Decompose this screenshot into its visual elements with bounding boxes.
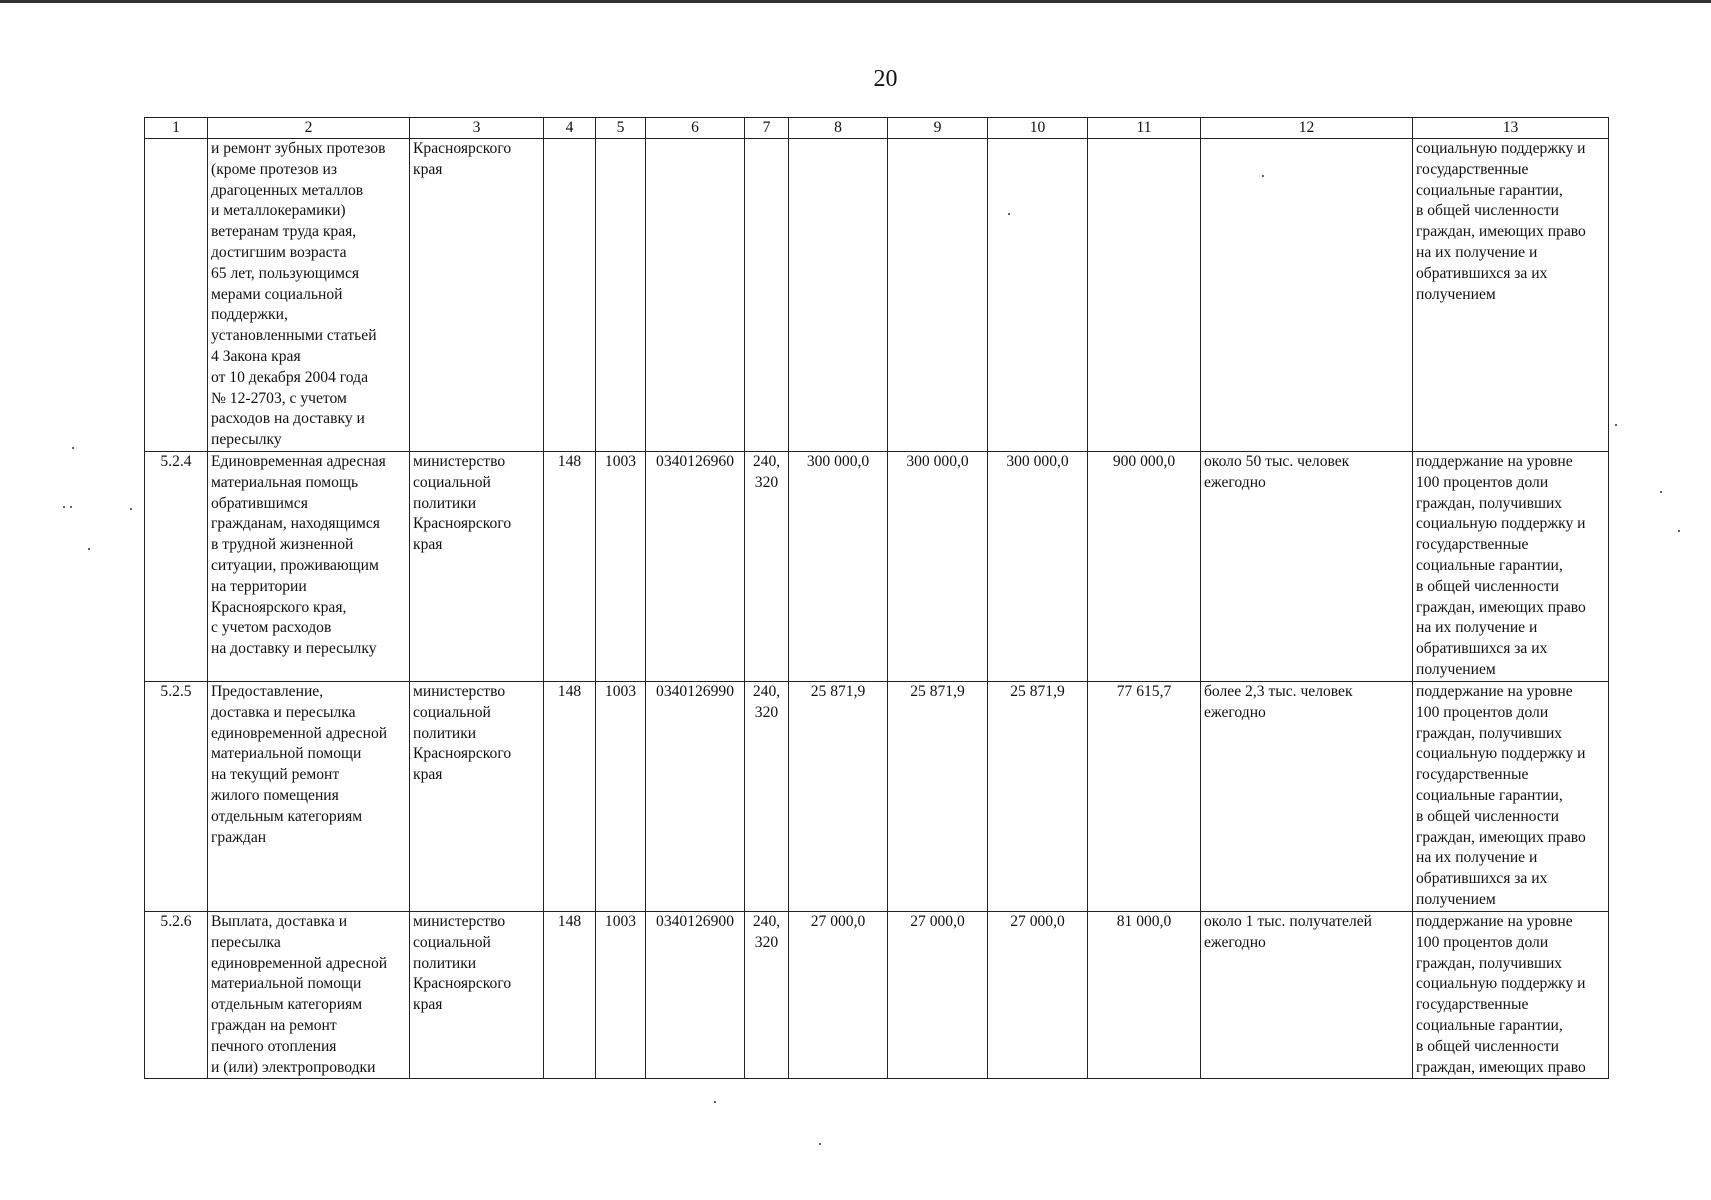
cell-expected-result	[1201, 139, 1413, 452]
cell-expected-result: около 1 тыс. получателей ежегодно	[1201, 912, 1413, 1079]
scan-speck	[63, 506, 65, 508]
cell-responsible-agency: министерство социальной политики Красноярского края	[410, 912, 544, 1079]
column-header: 7	[745, 118, 789, 139]
cell-indicator: поддержание на уровне 100 процентов доли граждан, получивших социальную поддержку и государственные социальные гарантии, в общей численности граждан, имеющих право на их получение и обратившихся за их получением	[1413, 452, 1609, 682]
scan-speck	[72, 447, 74, 449]
column-header: 6	[646, 118, 745, 139]
column-header: 2	[208, 118, 410, 139]
cell-measure-name: и ремонт зубных протезов (кроме протезов из драгоценных металлов и металлокерамики) ветеранам труда края, достигшим возраста 65 лет, пользующимся мерами социальной поддержки, установленными статьей 4 Закона края от 10 декабря 2004 года № 12-2703, с учетом расходов на доставку и пересылку	[208, 139, 410, 452]
cell-amount-year-2: 27 000,0	[888, 912, 988, 1079]
scan-speck	[88, 548, 90, 550]
table-row-5-2-5	[145, 682, 1609, 912]
cell-target-code: 0340126900	[646, 912, 745, 1079]
cell-target-code: 0340126960	[646, 452, 745, 682]
cell-amount-total: 77 615,7	[1088, 682, 1201, 912]
column-header: 5	[596, 118, 646, 139]
cell-amount-year-2: 25 871,9	[888, 682, 988, 912]
cell-section-code	[596, 139, 646, 452]
cell-item-number: 5.2.5	[145, 682, 208, 912]
cell-responsible-agency: министерство социальной политики Красноярского края	[410, 452, 544, 682]
column-header: 1	[145, 118, 208, 139]
cell-amount-year-1: 300 000,0	[789, 452, 888, 682]
cell-section-code: 1003	[596, 912, 646, 1079]
scan-speck	[70, 506, 72, 508]
cell-indicator: социальную поддержку и государственные социальные гарантии, в общей численности граждан, имеющих право на их получение и обратившихся за их получением	[1413, 139, 1609, 452]
cell-expected-result: около 50 тыс. человек ежегодно	[1201, 452, 1413, 682]
cell-indicator: поддержание на уровне 100 процентов доли граждан, получивших социальную поддержку и государственные социальные гарантии, в общей численности граждан, имеющих право на их получение и обратившихся за их получением	[1413, 682, 1609, 912]
top-border-line	[0, 0, 1711, 3]
column-number-header-row	[145, 118, 1609, 139]
cell-item-number: 5.2.4	[145, 452, 208, 682]
cell-responsible-agency: Красноярского края	[410, 139, 544, 452]
cell-amount-year-3: 300 000,0	[988, 452, 1088, 682]
cell-amount-total	[1088, 139, 1201, 452]
cell-grbs-code: 148	[544, 452, 596, 682]
cell-measure-name: Предоставление, доставка и пересылка единовременной адресной материальной помощи на текущий ремонт жилого помещения отдельным категориям граждан	[208, 682, 410, 912]
scan-speck	[1660, 491, 1662, 493]
cell-expense-type: 240, 320	[745, 682, 789, 912]
cell-amount-total: 81 000,0	[1088, 912, 1201, 1079]
cell-grbs-code: 148	[544, 682, 596, 912]
cell-expected-result: более 2,3 тыс. человек ежегодно	[1201, 682, 1413, 912]
cell-grbs-code	[544, 139, 596, 452]
cell-responsible-agency: министерство социальной политики Красноярского края	[410, 682, 544, 912]
scan-speck	[1008, 213, 1010, 215]
scan-speck	[714, 1101, 716, 1103]
cell-amount-year-3	[988, 139, 1088, 452]
cell-expense-type	[745, 139, 789, 452]
scan-speck	[819, 1143, 821, 1145]
cell-expense-type: 240, 320	[745, 452, 789, 682]
column-header: 9	[888, 118, 988, 139]
cell-section-code: 1003	[596, 452, 646, 682]
scan-speck	[1262, 175, 1264, 177]
cell-amount-year-3: 27 000,0	[988, 912, 1088, 1079]
cell-item-number: 5.2.6	[145, 912, 208, 1079]
cell-amount-year-2: 300 000,0	[888, 452, 988, 682]
cell-measure-name: Выплата, доставка и пересылка единовременной адресной материальной помощи отдельным категориям граждан на ремонт печного отопления и (или) электропроводки	[208, 912, 410, 1079]
column-header: 10	[988, 118, 1088, 139]
scan-speck	[1678, 530, 1680, 532]
cell-expense-type: 240, 320	[745, 912, 789, 1079]
page-number: 20	[873, 66, 898, 92]
cell-amount-year-3: 25 871,9	[988, 682, 1088, 912]
table-row-5-2-6	[145, 912, 1609, 1079]
table-row-5-2-4	[145, 452, 1609, 682]
cell-amount-year-2	[888, 139, 988, 452]
cell-section-code: 1003	[596, 682, 646, 912]
column-header: 11	[1088, 118, 1201, 139]
cell-amount-year-1	[789, 139, 888, 452]
cell-amount-year-1: 27 000,0	[789, 912, 888, 1079]
column-header: 13	[1413, 118, 1609, 139]
column-header: 3	[410, 118, 544, 139]
column-header: 12	[1201, 118, 1413, 139]
cell-target-code: 0340126990	[646, 682, 745, 912]
scan-speck	[130, 508, 132, 510]
scan-speck	[1615, 424, 1617, 426]
program-measures-table	[144, 117, 1609, 1079]
cell-indicator: поддержание на уровне 100 процентов доли граждан, получивших социальную поддержку и государственные социальные гарантии, в общей численности граждан, имеющих право	[1413, 912, 1609, 1079]
cell-amount-total: 900 000,0	[1088, 452, 1201, 682]
table-row-continuation	[145, 139, 1609, 452]
cell-amount-year-1: 25 871,9	[789, 682, 888, 912]
column-header: 4	[544, 118, 596, 139]
cell-grbs-code: 148	[544, 912, 596, 1079]
cell-target-code	[646, 139, 745, 452]
column-header: 8	[789, 118, 888, 139]
cell-item-number	[145, 139, 208, 452]
cell-measure-name: Единовременная адресная материальная помощь обратившимся гражданам, находящимся в трудной жизненной ситуации, проживающим на территории Красноярского края, с учетом расходов на доставку и пересылку	[208, 452, 410, 682]
